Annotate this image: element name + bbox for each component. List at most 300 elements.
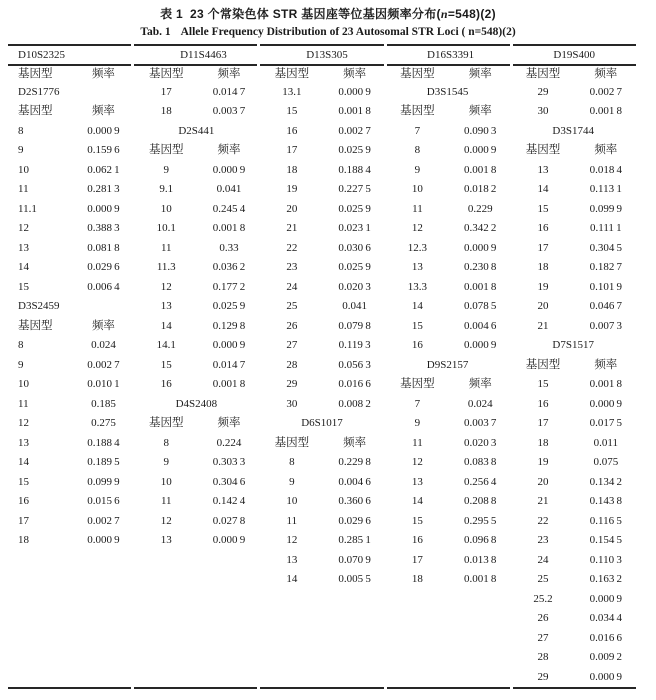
subheader-group-3 (259, 66, 385, 83)
genotype-label-cell: 基因型 (400, 378, 435, 390)
empty-cell (8, 590, 73, 610)
locus-column-3 (259, 492, 385, 512)
empty-cell (385, 609, 450, 629)
frequency-cell: 0.000 9 (87, 124, 120, 137)
frequency-cell: 0.083 8 (463, 456, 497, 468)
frequency-cell: 0.018 2 (463, 183, 497, 195)
frequency-cell: 0.002 7 (87, 358, 120, 371)
locus-column-1 (8, 83, 134, 103)
locus-column-1 (8, 473, 134, 493)
frequency-cell: 0.360 6 (338, 495, 371, 507)
genotype-cell: 9.1 (159, 183, 174, 195)
locus-column-1 (8, 336, 134, 356)
genotype-cell: 27 (537, 631, 549, 644)
locus-column-1 (8, 395, 134, 415)
locus-column-3 (259, 219, 385, 239)
frequency-cell: 0.129 8 (212, 319, 246, 332)
genotype-cell: 14 (160, 319, 172, 332)
frequency-cell: 0.256 4 (463, 475, 497, 488)
locus-column-5 (510, 141, 636, 161)
frequency-cell: 0.000 9 (463, 241, 497, 254)
locus-column-2 (134, 122, 260, 142)
frequency-cell: 0.016 6 (338, 378, 371, 390)
genotype-cell: 13 (411, 475, 423, 488)
genotype-cell: 13 (18, 241, 29, 254)
frequency-cell: 0.014 7 (212, 85, 246, 98)
empty-cell (73, 590, 133, 610)
frequency-cell: 0.029 6 (338, 514, 371, 527)
table-row (8, 219, 636, 239)
frequency-cell: 0.002 7 (589, 85, 623, 98)
locus-column-5 (510, 317, 636, 337)
empty-cell (73, 551, 133, 571)
locus-column-4 (385, 531, 511, 551)
table-row (8, 668, 636, 688)
genotype-cell: 16 (411, 339, 423, 351)
table-row (8, 200, 636, 220)
locus-header-1: D10S2325 (18, 49, 66, 61)
locus-column-1 (8, 492, 134, 512)
frequency-cell: 0.003 7 (463, 417, 497, 429)
frequency-cell: 0.009 2 (589, 651, 623, 663)
locus-column-2 (134, 336, 260, 356)
frequency-cell: 0.001 8 (589, 378, 623, 390)
locus-column-1 (8, 258, 134, 278)
frequency-cell: 0.002 7 (338, 124, 371, 137)
locus-column-1 (8, 453, 134, 473)
locus-column-4 (385, 648, 511, 668)
locus-column-3 (259, 239, 385, 259)
table-title-zh-text: 23 个常染色体 STR 基因座等位基因频率分布( (189, 7, 441, 21)
frequency-cell: 0.119 3 (338, 339, 371, 351)
locus-column-1 (8, 629, 134, 649)
frequency-cell: 0.081 8 (87, 241, 120, 254)
table-row (8, 648, 636, 668)
rule-segment (134, 687, 257, 689)
locus-column-3 (259, 200, 385, 220)
genotype-cell: 30 (286, 397, 298, 410)
genotype-cell: 15 (411, 319, 423, 332)
frequency-cell: 0.285 1 (338, 534, 371, 546)
frequency-cell: 0.046 7 (589, 300, 623, 312)
locus-column-4 (385, 629, 511, 649)
locus-column-3 (259, 531, 385, 551)
genotype-cell: 30 (537, 105, 549, 117)
genotype-cell: 15 (160, 358, 172, 371)
locus-column-5 (510, 297, 636, 317)
genotype-cell: 18 (411, 573, 423, 585)
empty-cell (73, 570, 133, 590)
genotype-label-cell: 基因型 (18, 319, 53, 332)
genotype-cell: 22 (286, 241, 298, 254)
frequency-cell: 0.016 6 (589, 631, 623, 644)
genotype-cell: 13 (537, 163, 549, 176)
empty-cell (324, 629, 384, 649)
locus-column-4 (385, 336, 511, 356)
table-bottom-rule (8, 687, 636, 689)
table-row (8, 590, 636, 610)
locus-column-1 (8, 219, 134, 239)
genotype-cell: 12.3 (407, 241, 428, 254)
empty-cell (73, 668, 133, 688)
locus-column-2 (134, 200, 260, 220)
genotype-cell: 17 (18, 514, 29, 527)
frequency-cell: 0.000 9 (87, 202, 120, 215)
frequency-cell: 0.245 4 (212, 202, 246, 215)
genotype-cell: 24 (537, 553, 549, 566)
table-row (8, 551, 636, 571)
locus-column-5 (510, 219, 636, 239)
locus-column-4 (385, 668, 511, 688)
genotype-cell: 11 (18, 397, 29, 410)
table-row (8, 375, 636, 395)
frequency-cell: 0.000 9 (589, 397, 623, 410)
locus-column-2 (134, 434, 260, 454)
frequency-cell: 0.281 3 (87, 183, 120, 195)
frequency-cell: 0.011 (593, 436, 618, 449)
frequency-cell: 0.056 3 (338, 358, 371, 371)
frequency-cell: 0.001 8 (589, 105, 623, 117)
locus-column-2 (134, 473, 260, 493)
locus-column-3 (259, 180, 385, 200)
subheader-group-2 (134, 66, 260, 83)
frequency-cell: 0.111 1 (589, 222, 622, 234)
locus-column-2 (134, 414, 260, 434)
empty-cell (259, 609, 324, 629)
locus-header-5: D19S400 (553, 49, 595, 61)
genotype-cell: 7 (414, 397, 421, 410)
locus-column-3 (259, 375, 385, 395)
locus-column-3 (259, 609, 385, 629)
locus-column-2 (134, 395, 260, 415)
locus-column-5 (510, 395, 636, 415)
genotype-cell: 17 (160, 85, 172, 98)
frequency-cell: 0.099 9 (87, 475, 120, 488)
rule-segment (8, 687, 131, 689)
locus-column-1 (8, 161, 134, 181)
genotype-cell: 22 (537, 514, 549, 527)
genotype-cell: 19 (286, 183, 298, 195)
locus-column-2 (134, 375, 260, 395)
locus-column-4 (385, 200, 511, 220)
locus-column-1 (8, 141, 134, 161)
table-row (8, 356, 636, 376)
genotype-cell: 10 (160, 475, 172, 488)
empty-cell (134, 570, 199, 590)
genotype-cell: 10 (411, 183, 423, 195)
locus-column-2 (134, 609, 260, 629)
frequency-cell: 0.024 (467, 397, 493, 410)
table-row (8, 492, 636, 512)
locus-column-1 (8, 414, 134, 434)
frequency-cell: 0.020 3 (338, 280, 371, 293)
genotype-cell: 9 (163, 456, 169, 468)
locus-column-2 (134, 297, 260, 317)
locus-column-2 (134, 102, 260, 122)
frequency-cell: 0.070 9 (338, 553, 371, 566)
genotype-cell: 16 (286, 124, 298, 137)
empty-cell (385, 668, 450, 688)
genotype-cell: 12 (160, 514, 172, 527)
locus-column-4 (385, 122, 511, 142)
locus-column-3 (259, 297, 385, 317)
empty-cell (8, 668, 73, 688)
locus-column-2 (134, 278, 260, 298)
empty-cell (199, 648, 259, 668)
table-body (8, 83, 636, 688)
frequency-cell: 0.007 3 (589, 319, 623, 332)
frequency-cell: 0.013 8 (463, 553, 497, 566)
empty-cell (450, 629, 510, 649)
locus-column-3 (259, 83, 385, 103)
genotype-cell: 12 (411, 222, 423, 234)
genotype-cell: 14.1 (156, 339, 176, 351)
empty-cell (8, 629, 73, 649)
frequency-cell: 0.000 9 (212, 339, 246, 351)
locus-column-3 (259, 512, 385, 532)
frequency-cell: 0.000 9 (589, 592, 623, 605)
frequency-cell: 0.000 9 (589, 670, 623, 683)
table-row (8, 453, 636, 473)
genotype-label-cell: 基因型 (525, 358, 561, 371)
locus-header-3: D13S305 (306, 49, 348, 61)
genotype-cell: 26 (286, 319, 298, 332)
genotype-label-cell: 基因型 (18, 105, 53, 117)
locus-column-5 (510, 609, 636, 629)
empty-cell (385, 629, 450, 649)
locus-column-4 (385, 219, 511, 239)
locus-column-4 (385, 239, 511, 259)
locus-column-5 (510, 278, 636, 298)
locus-column-4 (385, 609, 511, 629)
locus-column-2 (134, 668, 260, 688)
table-row (8, 239, 636, 259)
genotype-label-cell: 基因型 (400, 105, 435, 117)
locus-column-1 (8, 590, 134, 610)
genotype-cell: 12 (411, 456, 423, 468)
table-row (8, 395, 636, 415)
locus-column-5 (510, 161, 636, 181)
genotype-cell: 14 (18, 261, 29, 273)
genotype-cell: 8 (414, 144, 421, 156)
locus-column-5 (510, 590, 636, 610)
genotype-cell: 29 (537, 670, 549, 683)
locus-column-1 (8, 609, 134, 629)
frequency-cell: 0.342 2 (463, 222, 497, 234)
column-subheader-row (8, 66, 636, 83)
frequency-cell: 0.000 9 (463, 339, 497, 351)
frequency-cell: 0.008 2 (338, 397, 371, 410)
frequency-cell: 0.001 8 (338, 105, 371, 117)
genotype-cell: 20 (286, 202, 298, 215)
locus-name-cell: D4S2408 (175, 397, 218, 410)
genotype-cell: 11 (160, 495, 172, 507)
empty-cell (199, 590, 259, 610)
frequency-cell: 0.182 7 (589, 261, 623, 273)
genotype-cell: 15 (411, 514, 423, 527)
genotype-cell: 11 (286, 514, 298, 527)
allele-frequency-table (8, 44, 636, 689)
frequency-cell: 0.041 (342, 300, 367, 312)
frequency-cell: 0.004 6 (338, 475, 371, 488)
locus-column-1 (8, 180, 134, 200)
table-row (8, 180, 636, 200)
frequency-cell: 0.159 6 (87, 144, 120, 156)
locus-column-1 (8, 297, 134, 317)
empty-cell (8, 551, 73, 571)
genotype-cell: 9 (289, 475, 295, 488)
locus-column-2 (134, 180, 260, 200)
genotype-cell: 13 (18, 436, 29, 449)
genotype-cell: 14 (537, 183, 549, 195)
locus-column-4 (385, 102, 511, 122)
frequency-cell: 0.134 2 (589, 475, 623, 488)
frequency-cell: 0.017 5 (589, 417, 623, 429)
locus-column-2 (134, 531, 260, 551)
locus-column-3 (259, 395, 385, 415)
frequency-label-cell: 频率 (594, 144, 618, 156)
genotype-cell: 11 (412, 436, 423, 449)
frequency-cell: 0.304 5 (589, 241, 623, 254)
empty-cell (134, 629, 199, 649)
locus-column-3 (259, 278, 385, 298)
locus-column-2 (134, 629, 260, 649)
genotype-cell: 28 (286, 358, 298, 371)
locus-header-4: D16S3391 (427, 49, 475, 61)
locus-column-3 (259, 161, 385, 181)
frequency-cell: 0.090 3 (463, 124, 497, 137)
locus-column-2 (134, 648, 260, 668)
frequency-cell: 0.001 8 (212, 378, 246, 390)
genotype-cell: 18 (537, 436, 549, 449)
locus-column-5 (510, 122, 636, 142)
frequency-cell: 0.000 9 (212, 163, 246, 176)
locus-column-3 (259, 102, 385, 122)
genotype-label-cell: 基因型 (148, 144, 184, 156)
genotype-label-cell: 基因型 (400, 67, 435, 80)
frequency-cell: 0.188 4 (87, 436, 120, 449)
frequency-cell: 0.188 4 (338, 163, 371, 176)
frequency-cell: 0.023 1 (338, 222, 371, 234)
frequency-cell: 0.034 4 (589, 612, 623, 624)
locus-column-4 (385, 590, 511, 610)
frequency-cell: 0.110 3 (589, 553, 622, 566)
locus-column-5 (510, 473, 636, 493)
genotype-label-cell: 基因型 (525, 144, 561, 156)
genotype-cell: 16 (537, 222, 549, 234)
empty-cell (324, 609, 384, 629)
locus-column-3 (259, 648, 385, 668)
locus-column-4 (385, 453, 511, 473)
genotype-cell: 18 (18, 534, 29, 546)
frequency-cell: 0.116 5 (589, 514, 622, 527)
frequency-cell: 0.079 8 (338, 319, 371, 332)
frequency-cell: 0.027 8 (212, 514, 246, 527)
genotype-cell: 12 (160, 280, 172, 293)
locus-column-4 (385, 297, 511, 317)
locus-column-4 (385, 434, 511, 454)
genotype-cell: 16 (160, 378, 172, 390)
locus-column-1 (8, 122, 134, 142)
table-row (8, 609, 636, 629)
frequency-cell: 0.029 6 (87, 261, 120, 273)
locus-column-2 (134, 570, 260, 590)
genotype-cell: 15 (286, 105, 298, 117)
frequency-cell: 0.142 4 (212, 495, 246, 507)
genotype-cell: 18 (537, 261, 549, 273)
genotype-cell: 9 (414, 417, 421, 429)
locus-column-2 (134, 492, 260, 512)
frequency-cell: 0.003 7 (212, 105, 246, 117)
frequency-cell: 0.014 7 (212, 358, 246, 371)
table-number-zh: 表 1 (160, 7, 183, 21)
locus-name-cell: D2S1776 (18, 85, 60, 98)
locus-column-2 (134, 83, 260, 103)
rule-segment (260, 687, 383, 689)
frequency-label-cell: 频率 (91, 105, 115, 117)
genotype-cell: 18 (286, 163, 298, 176)
genotype-cell: 9 (18, 358, 24, 371)
empty-cell (259, 590, 324, 610)
genotype-cell: 25.2 (533, 592, 553, 605)
empty-cell (450, 648, 510, 668)
frequency-label-cell: 频率 (91, 67, 115, 80)
empty-cell (199, 570, 259, 590)
locus-column-1 (8, 531, 134, 551)
empty-cell (259, 668, 324, 688)
genotype-cell: 12 (18, 222, 29, 234)
genotype-cell: 21 (537, 319, 549, 332)
table-title-en-text: Allele Frequency Distribution of 23 Autosomal STR Loci ( n=548)(2) (180, 26, 516, 38)
genotype-cell: 10.1 (156, 222, 176, 234)
locus-column-4 (385, 180, 511, 200)
genotype-cell: 29 (286, 378, 298, 390)
genotype-cell: 10 (18, 163, 29, 176)
table-row (8, 102, 636, 122)
empty-cell (8, 570, 73, 590)
table-row (8, 473, 636, 493)
locus-column-5 (510, 551, 636, 571)
frequency-cell: 0.018 4 (589, 163, 623, 176)
locus-column-1 (8, 375, 134, 395)
locus-column-5 (510, 648, 636, 668)
table-row (8, 161, 636, 181)
empty-cell (199, 629, 259, 649)
genotype-cell: 23 (286, 261, 298, 273)
genotype-cell: 11.3 (156, 261, 176, 273)
table-row (8, 531, 636, 551)
frequency-cell: 0.177 2 (212, 280, 246, 293)
genotype-cell: 15 (537, 378, 549, 390)
genotype-cell: 14 (411, 300, 423, 312)
frequency-cell: 0.078 5 (463, 300, 497, 312)
frequency-cell: 0.229 8 (338, 456, 371, 468)
locus-column-5 (510, 434, 636, 454)
frequency-cell: 0.005 5 (338, 573, 371, 585)
sample-size-symbol: n (440, 7, 448, 21)
frequency-cell: 0.036 2 (212, 261, 246, 273)
locus-column-3 (259, 414, 385, 434)
frequency-label-cell: 频率 (217, 144, 241, 156)
frequency-cell: 0.227 5 (338, 183, 371, 195)
table-number-en: Tab. 1 (140, 26, 171, 38)
locus-column-3 (259, 668, 385, 688)
locus-column-5 (510, 83, 636, 103)
empty-cell (450, 609, 510, 629)
empty-cell (8, 609, 73, 629)
locus-name-cell: D6S1017 (301, 417, 343, 429)
empty-cell (134, 551, 199, 571)
